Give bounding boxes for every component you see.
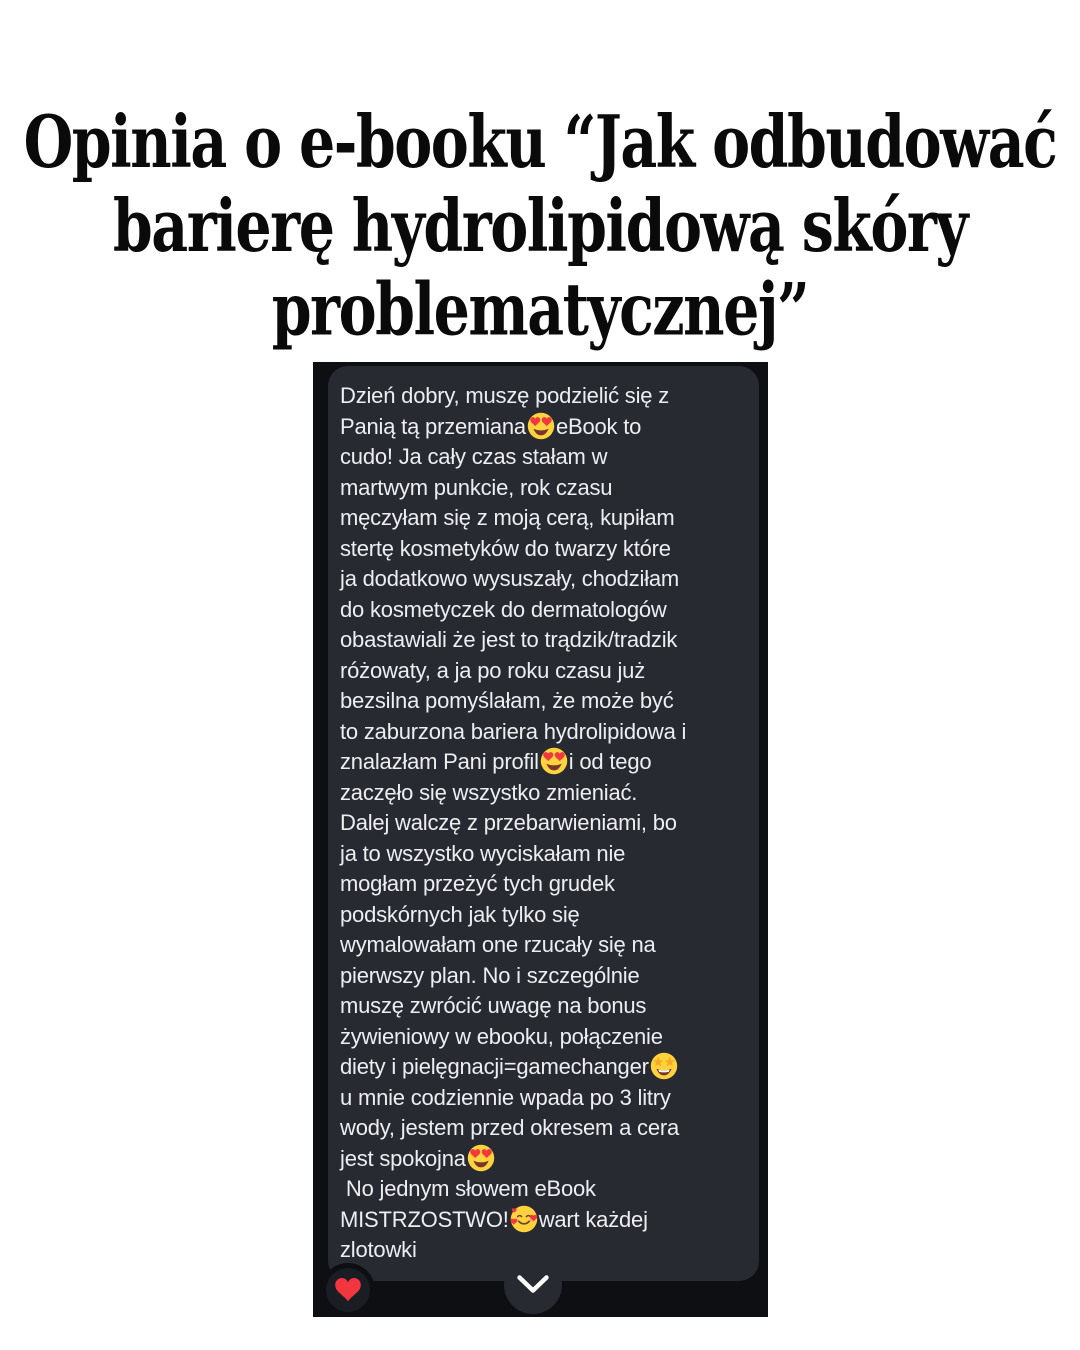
- message-line: [340, 442, 747, 473]
- title-line-2: barierę hydrolipidową skóry: [112, 183, 968, 269]
- message-text: jest spokojna: [340, 1145, 466, 1171]
- chevron-down-icon: [515, 1274, 551, 1296]
- message-text: różowaty, a ja po roku czasu już: [340, 657, 646, 683]
- message-text: męczyłam się z moją cerą, kupiłam: [340, 505, 675, 530]
- message-line: [340, 900, 747, 931]
- red-heart-emoji: [335, 1278, 361, 1302]
- message-line: [340, 747, 747, 778]
- message-text: stertę kosmetyków do twarzy które: [340, 535, 671, 561]
- message-line: [340, 564, 747, 595]
- message-line: [340, 930, 747, 961]
- message-text: MISTRZOSTWO!: [340, 1206, 509, 1232]
- message-text: Panią tą przemiana: [340, 413, 526, 439]
- message-line: [340, 869, 747, 900]
- message-text: pierwszy plan. No i szczególnie: [340, 962, 640, 988]
- message-bubble: [328, 366, 759, 1281]
- message-text: wody, jestem przed okresem a cera: [340, 1115, 680, 1140]
- message-line: [340, 656, 747, 687]
- message-text: No jednym słowem eBook: [340, 1176, 596, 1201]
- message-text: Dzień dobry, muszę podzielić się z: [340, 383, 670, 408]
- message-line: [340, 534, 747, 565]
- message-text: u mnie codziennie wpada po 3 litry: [340, 1084, 671, 1110]
- page-title: [0, 101, 1080, 352]
- message-text: muszę zwrócić uwagę na bonus: [340, 993, 647, 1018]
- message-line: [340, 778, 747, 809]
- message-line: [340, 1144, 747, 1175]
- message-text: wart każdej: [538, 1206, 648, 1232]
- message-text: ja to wszystko wyciskałam nie: [340, 840, 626, 866]
- chat-screenshot-panel: [313, 362, 768, 1317]
- message-line: [340, 412, 747, 443]
- message-line: [340, 686, 747, 717]
- message-text: Dalej walczę z przebarwieniami, bo: [340, 810, 677, 835]
- message-text: zlotowki: [340, 1237, 417, 1262]
- heart-eyes-emoji: [527, 412, 555, 440]
- message-text: mogłam przeżyć tych grudek: [340, 871, 615, 896]
- message-text: cudo! Ja cały czas stałam w: [340, 444, 608, 469]
- message-line: [340, 503, 747, 534]
- message-text: ja dodatkowo wysuszały, chodziłam: [340, 566, 680, 591]
- message-text: obastawiali że jest to trądzik/tradzik: [340, 627, 678, 652]
- message-line: [340, 808, 747, 839]
- heart-reaction-badge[interactable]: [326, 1268, 370, 1312]
- message-line: [340, 473, 747, 504]
- message-text: eBook to: [555, 413, 642, 439]
- message-text: martwym punkcie, rok czasu: [340, 474, 613, 500]
- message-text: bezsilna pomyślałam, że może być: [340, 688, 674, 713]
- message-line: [340, 839, 747, 870]
- message-line: [340, 1205, 747, 1236]
- message-text: zaczęło się wszystko zmieniać.: [340, 779, 638, 805]
- message-text: podskórnych jak tylko się: [340, 901, 580, 927]
- message-line: [340, 717, 747, 748]
- scroll-down-button[interactable]: [504, 1256, 562, 1314]
- message-text: żywieniowy w ebooku, połączenie: [340, 1023, 663, 1049]
- message-text: do kosmetyczek do dermatologów: [340, 596, 667, 622]
- message-line: [340, 1083, 747, 1114]
- message-line: [340, 381, 747, 412]
- star-struck-emoji: [650, 1052, 678, 1080]
- message-line: [340, 1022, 747, 1053]
- message-line: [340, 1113, 747, 1144]
- message-line: [340, 595, 747, 626]
- message-line: [340, 961, 747, 992]
- message-text: diety i pielęgnacji=gamechanger: [340, 1054, 649, 1079]
- title-line-3: problematycznej”: [271, 267, 809, 353]
- message-line: [340, 625, 747, 656]
- heart-eyes-emoji: [467, 1144, 495, 1172]
- message-line: [340, 1174, 747, 1205]
- message-line: [340, 991, 747, 1022]
- title-line-1: Opinia o e-booku “Jak odbudować: [23, 99, 1057, 185]
- message-text: wymalowałam one rzucały się na: [340, 932, 656, 957]
- message-text: znalazłam Pani profil: [340, 749, 539, 774]
- smiling-hearts-emoji: [510, 1205, 538, 1233]
- heart-eyes-emoji: [540, 747, 568, 775]
- message-text: i od tego: [568, 749, 652, 774]
- message-line: [340, 1052, 747, 1083]
- message-text: to zaburzona bariera hydrolipidowa i: [340, 718, 687, 744]
